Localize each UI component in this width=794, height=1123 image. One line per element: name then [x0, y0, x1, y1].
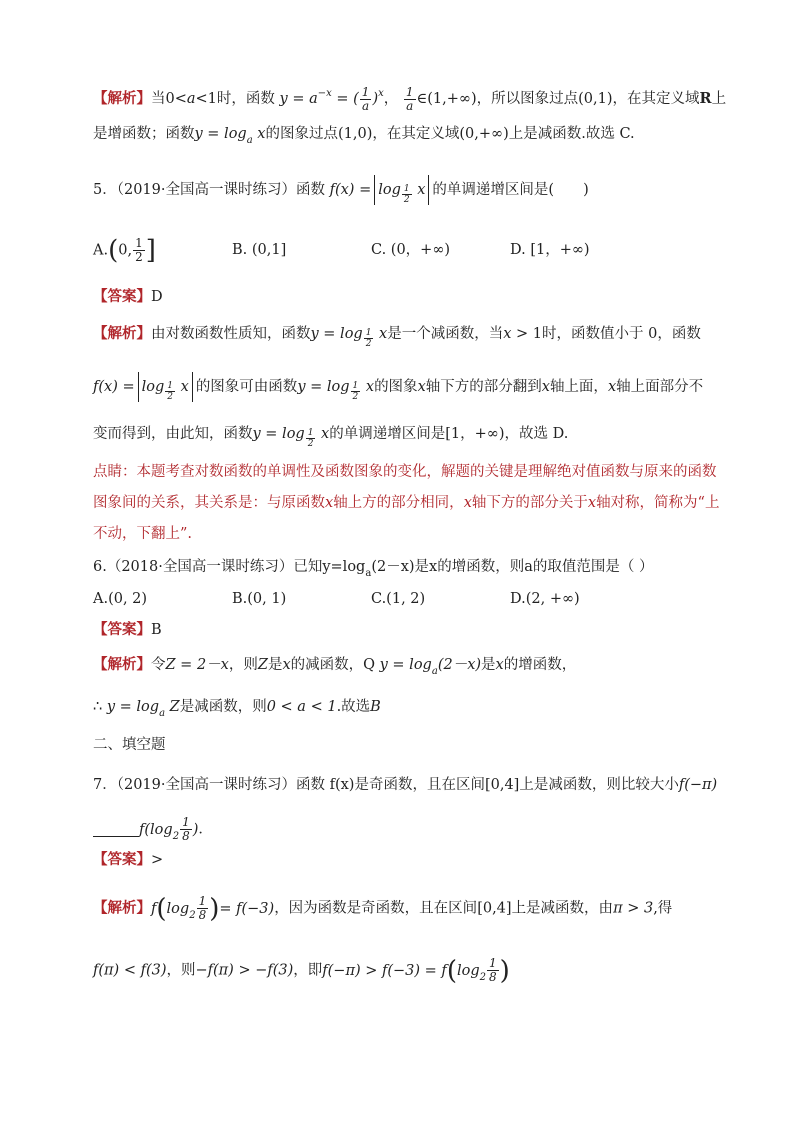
q7-analysis-line-1: 【解析】$f(\log_2$ $\frac{1}{8}$ )= f(−3)，因为函数是奇函数，且在区间[0,4]上是减函数，由π > 3,得 — [93, 893, 673, 924]
answer-blank[interactable] — [93, 822, 139, 837]
q6-option-d: D.(2, +∞) — [510, 591, 580, 607]
q7-analysis-line-2: f(π) < f(3)，则−f(π) > −f(3)，即$f(-\pi) > f(-3) = f(\log_2$ $\frac{1}{8}$ ) — [93, 955, 510, 986]
q6-answer: 【答案】B — [93, 621, 162, 638]
q6-option-a: A.(0, 2) — [93, 591, 148, 607]
analysis-tag: 【解析】 — [93, 90, 151, 107]
question-7-stem-line-1: 7．（2019·全国高一课时练习）函数 f(x)是奇函数，且在区间[0,4]上是减函数，则比较大小f(−π) — [93, 777, 718, 793]
q5-note-line-1: 点睛：本题考查对数函数的单调性及函数图象的变化，解题的关键是理解绝对值函数与原来的函数 — [93, 464, 717, 480]
q7-answer: 【答案】> — [93, 851, 164, 868]
q5-analysis-line-1: 【解析】由对数函数性质知，函数y = log $\frac{1}{2}$ x是一个减函数，当x > 1时，函数值小于 0，函数 — [93, 325, 701, 349]
q5-analysis-line-2: f(x) = log $\frac{1}{2}$ x 的图象可由函数y = log $\frac{1}{2}$ x的图象x轴下方的部分翻到x轴上面，x轴上面部分不 — [93, 372, 703, 402]
q6-option-b: B.(0, 1) — [232, 591, 287, 607]
q5-analysis-line-3: 变而得到，由此知，函数y = log $\frac{1}{2}$ x的单调递增区间是[1，+∞)，故选 D. — [93, 426, 569, 449]
q6-analysis-line-2: ∴ $y = \log_a Z$是减函数，则0 < a < 1.故选B — [93, 699, 381, 719]
question-7-stem-line-2: $f(\log_2$ $\frac{1}{8}$ )． — [93, 816, 213, 847]
q5-option-c: C. (0，+∞) — [371, 242, 451, 258]
analysis-line-2: 是增函数；函数$y = \log_a x$的图象过点(1,0)，在其定义域(0,+∞)上是减函数.故选 C. — [93, 126, 635, 146]
q6-option-c: C.(1, 2) — [371, 591, 426, 607]
question-6-stem: 6.（2018·全国高一课时练习）已知$y=\log_a(2-x)$是x的增函数，则a的取值范围是（ ） — [93, 559, 654, 579]
section-heading-fill-in: 二、填空题 — [93, 737, 166, 753]
q5-option-a: A.(0, $\frac{1}{2}$ ] — [93, 235, 156, 266]
q5-note-line-3: 不动，下翻上”. — [93, 526, 193, 542]
q5-note-line-2: 图象间的关系，其关系是：与原函数x轴上方的部分相同，x轴下方的部分关于x轴对称，简称为“上 — [93, 495, 720, 511]
power-function: $y = a^{-x}$ = ( $\frac{1}{a}$ )$^x$ — [279, 84, 384, 113]
q5-option-d: D. [1，+∞) — [510, 242, 590, 258]
analysis-line-1: 【解析】当0<a<1时，函数 $y = a^{-x}$ = ( $\frac{1}{a}$ )$^x$， $\frac{1}{a}$ ∈(1,+∞)，所以图象过点(0,1)，在其定义域R上 — [93, 84, 727, 113]
q5-answer: 【答案】D — [93, 288, 163, 305]
q6-analysis-line-1: 【解析】令Z = 2－x，则Z是x的减函数，Q $y = \log_a(2-x)$是x的增函数， — [93, 656, 577, 677]
q5-option-b: B. (0,1] — [232, 242, 287, 258]
question-5-stem: 5．（2019·全国高一课时练习）函数 f(x) = log $\frac{1}{2}$ x 的单调递增区间是( ) — [93, 175, 589, 205]
